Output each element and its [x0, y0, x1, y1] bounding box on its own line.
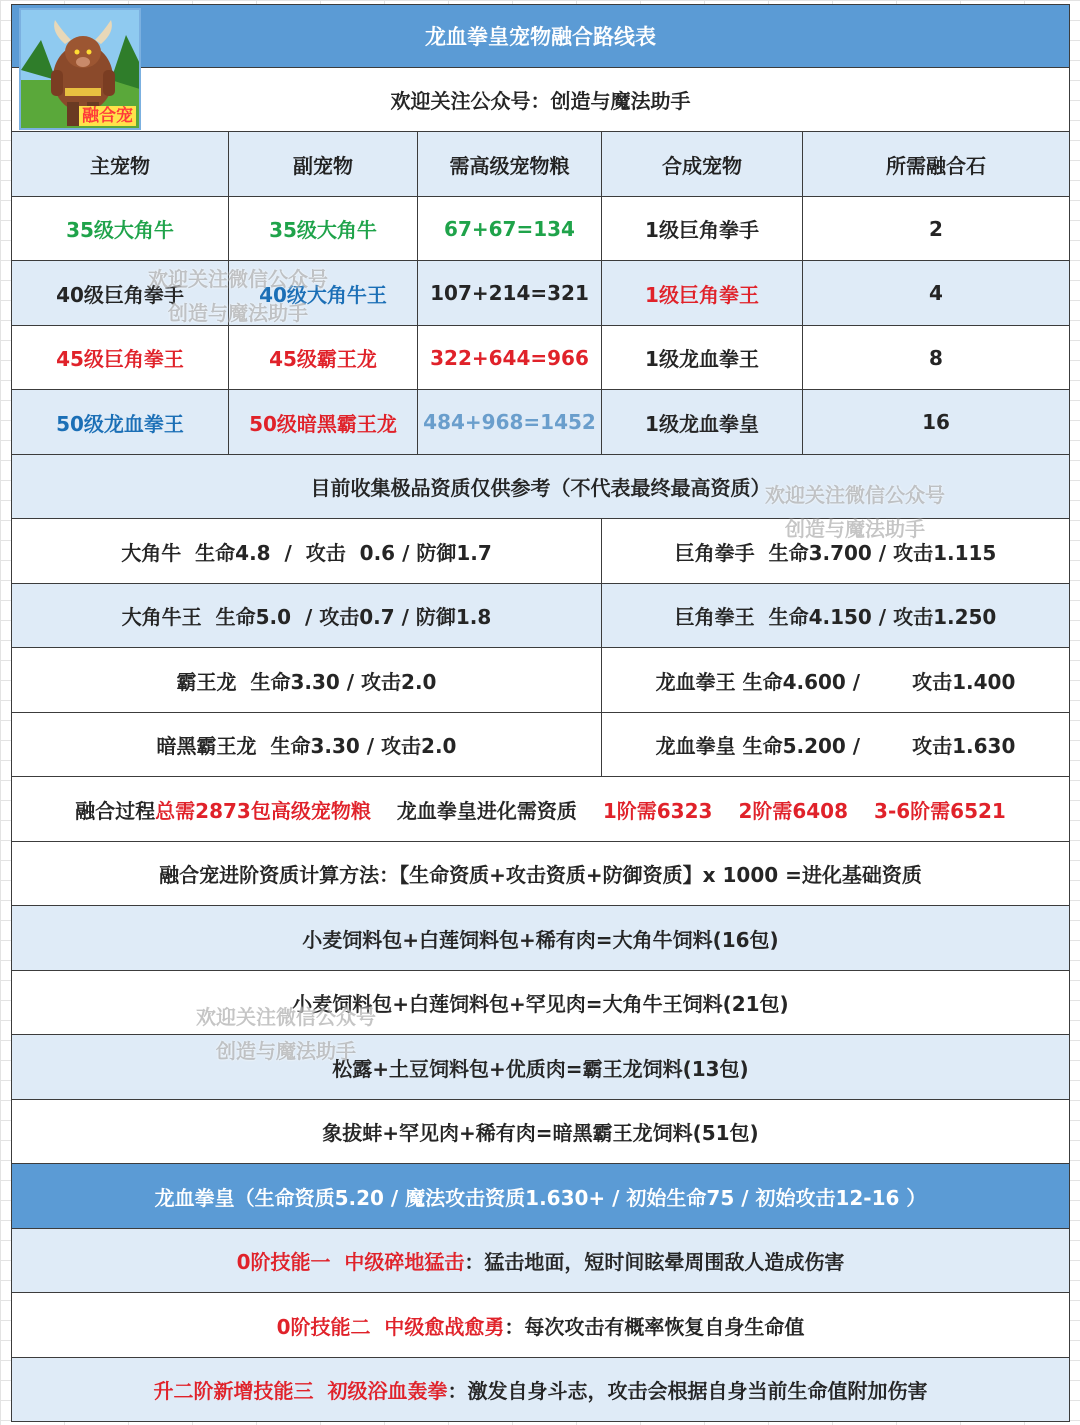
feed-row — [12, 1035, 1069, 1100]
watermark-line: 欢迎关注微信公众号 — [148, 267, 328, 291]
sub-pet-cell: 50级暗黑霸王龙 — [229, 390, 418, 454]
main-pet-cell: 50级龙血拳王 — [12, 390, 229, 454]
skill-description: 每次攻击有概率恢复自身生命值 — [524, 1314, 805, 1339]
sub-pet-cell: 40级大角牛王 — [229, 261, 418, 325]
feed-recipe: 小麦饲料包+白莲饲料包+稀有肉=大角牛饲料(16包) — [302, 927, 779, 952]
skill-name: 升二阶新增技能三 初级浴血轰拳 — [153, 1379, 448, 1403]
skill-description: 激发自身斗志，攻击会根据自身当前生命值附加伤害 — [467, 1379, 928, 1403]
result-pet-cell: 1级龙血拳皇 — [602, 390, 803, 454]
fusion-row — [12, 777, 1069, 842]
food-cell: 322+644=966 — [418, 326, 602, 389]
sub-pet-cell: 35级大角牛 — [229, 197, 418, 260]
fusion-evolve: 龙血拳皇进化需资质 — [396, 798, 577, 823]
feed-recipe: 小麦饲料包+白莲饲料包+罕见肉=大角牛王饲料(21包) — [292, 992, 789, 1016]
skill-item — [12, 1311, 1069, 1340]
feed-row — [12, 1100, 1069, 1164]
quality-right-cell: 巨角拳手 生命3.700 / 攻击1.115 — [674, 540, 997, 565]
skill-name: 0阶技能一 中级碎地猛击 — [236, 1250, 465, 1274]
fusion-tier2: 2阶需6408 — [738, 798, 849, 823]
skill-name: 0阶技能二 中级愈战愈勇 — [276, 1314, 505, 1339]
food-cell: 67+67=134 — [418, 197, 602, 260]
result-pet-cell: 1级巨角拳王 — [602, 261, 803, 325]
quality-left-cell: 大角牛王 生命5.0 / 攻击0.7 / 防御1.8 — [12, 584, 602, 647]
quality-right-cell — [602, 713, 1069, 776]
quality-left-cell: 大角牛 生命4.8 / 攻击 0.6 / 防御1.7 — [12, 519, 602, 583]
header-row — [12, 132, 1069, 197]
quality-title: 目前收集极品资质仅供参考（不代表最终最高资质） — [310, 476, 771, 500]
fusion-prefix: 融合过程 — [75, 798, 156, 823]
table-row — [12, 197, 1069, 261]
skill-row — [12, 1229, 1069, 1293]
quality-right-attack: 攻击1.630 — [912, 734, 1016, 758]
logo-label: 融合宠 — [79, 106, 136, 126]
table-row — [12, 261, 1069, 326]
quality-title-row — [12, 455, 1069, 519]
quality-row — [12, 713, 1069, 777]
quality-row — [12, 584, 1069, 648]
food-cell: 107+214=321 — [418, 261, 602, 325]
quality-right-cell: 巨角拳王 生命4.150 / 攻击1.250 — [674, 605, 997, 629]
stones-cell: 8 — [929, 345, 943, 370]
feed-recipe: 象拔蚌+罕见肉+稀有肉=暗黑霸王龙饲料(51包) — [322, 1121, 759, 1145]
title-row — [12, 5, 1069, 68]
stones-cell: 2 — [929, 216, 943, 241]
quality-row — [12, 648, 1069, 713]
result-pet-cell: 1级巨角拳手 — [602, 197, 803, 260]
quality-left-cell: 霸王龙 生命3.30 / 攻击2.0 — [12, 648, 602, 712]
skill-item — [12, 1246, 1069, 1275]
header-sub-pet: 副宠物 — [229, 132, 418, 196]
quality-right-life: 龙血拳王 生命4.600 / — [655, 669, 861, 694]
stones-cell: 16 — [922, 410, 950, 434]
fusion-total: 总需2873包高级宠物粮 — [155, 798, 371, 823]
subtitle-row — [12, 68, 1069, 132]
watermark-line: 欢迎关注微信公众号 — [196, 1005, 376, 1029]
summary-row — [12, 1164, 1069, 1229]
main-pet-cell: 45级巨角拳王 — [12, 326, 229, 389]
table-row — [12, 390, 1069, 455]
feed-row — [12, 906, 1069, 971]
quality-right-life: 龙血拳皇 生命5.200 / — [655, 734, 861, 758]
main-pet-cell: 35级大角牛 — [12, 197, 229, 260]
feed-recipe: 松露+土豆饲料包+优质肉=霸王龙饲料(13包) — [332, 1056, 749, 1081]
quality-row — [12, 519, 1069, 584]
feed-row — [12, 971, 1069, 1035]
header-main-pet: 主宠物 — [12, 132, 229, 196]
skill-separator: ： — [447, 1379, 468, 1403]
subtitle: 欢迎关注公众号：创造与魔法助手 — [390, 89, 691, 113]
fusion-tier3: 3-6阶需6521 — [874, 798, 1006, 823]
watermark-line: 创造与魔法助手 — [216, 1039, 356, 1063]
food-cell: 484+968=1452 — [418, 390, 602, 454]
formula-text: 融合宠进阶资质计算方法：【生命资质+攻击资质+防御资质】x 1000 =进化基础资质 — [159, 863, 922, 887]
fusion-summary — [12, 795, 1069, 824]
watermark-line: 创造与魔法助手 — [785, 517, 925, 541]
main-pet-cell: 40级巨角拳手 — [12, 261, 229, 325]
table-row — [12, 326, 1069, 390]
quality-right-cell — [602, 648, 1069, 712]
skill-row — [12, 1293, 1069, 1358]
formula-row — [12, 842, 1069, 906]
quality-left-cell: 暗黑霸王龙 生命3.30 / 攻击2.0 — [12, 713, 602, 776]
skill-description: 猛击地面，短时间眩晕周围敌人造成伤害 — [484, 1250, 845, 1274]
skill-item — [12, 1375, 1069, 1404]
skill-separator: ： — [504, 1314, 525, 1339]
pet-logo — [19, 8, 141, 130]
skill-row — [12, 1358, 1069, 1421]
result-pet-cell: 1级龙血拳王 — [602, 326, 803, 389]
page-title: 龙血拳皇宠物融合路线表 — [425, 25, 656, 49]
header-food: 需高级宠物粮 — [418, 132, 602, 196]
fusion-route-table — [11, 4, 1070, 1422]
skill-separator: ： — [464, 1250, 485, 1274]
header-result-pet: 合成宠物 — [602, 132, 803, 196]
stones-cell: 4 — [929, 281, 943, 305]
header-stones: 所需融合石 — [886, 153, 986, 178]
pet-summary: 龙血拳皇（生命资质5.20 / 魔法攻击资质1.630+ / 初始生命75 / 初始攻击12-16 ） — [154, 1185, 927, 1210]
watermark-line: 创造与魔法助手 — [168, 301, 308, 325]
watermark-line: 欢迎关注微信公众号 — [765, 483, 945, 507]
sub-pet-cell: 45级霸王龙 — [229, 326, 418, 389]
fusion-tier1: 1阶需6323 — [602, 798, 713, 823]
quality-right-attack: 攻击1.400 — [912, 669, 1016, 694]
